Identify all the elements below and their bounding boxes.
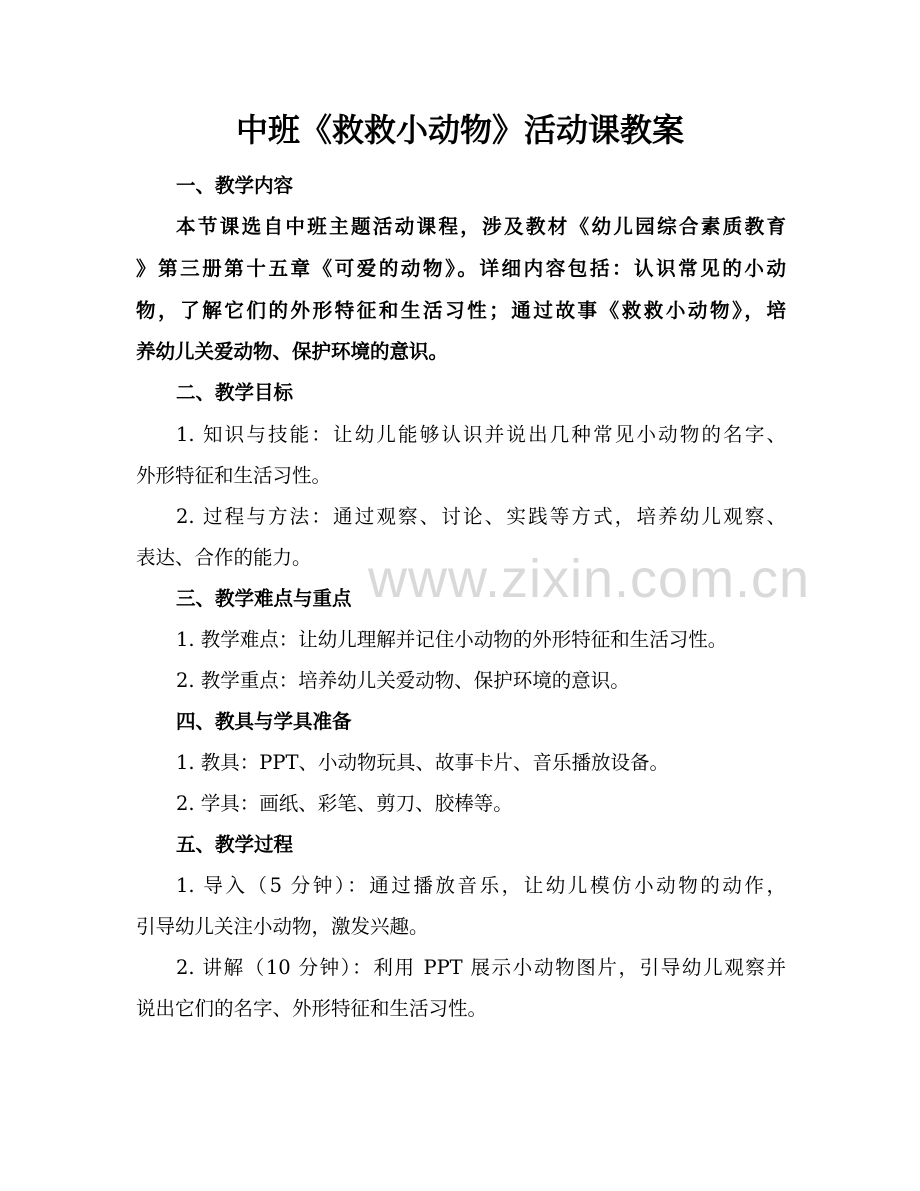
paragraph-line: 1. 教学难点：让幼儿理解并记住小动物的外形特征和生活习性。: [176, 628, 728, 651]
watermark: www.zixin.com.cn: [368, 549, 811, 609]
paragraph-line: 引导幼儿关注小动物，激发兴趣。: [136, 915, 429, 938]
paragraph-line: 说出它们的名字、外形特征和生活习性。: [136, 997, 488, 1020]
paragraph-line: 》第三册第十五章《可爱的动物》。详细内容包括：认识常见的小动: [136, 257, 786, 280]
paragraph-line: 2. 学具：画纸、彩笔、剪刀、胶棒等。: [176, 792, 513, 815]
section-heading-materials: 四、教具与学具准备: [176, 710, 352, 733]
paragraph-line: 物，了解它们的外形特征和生活习性；通过故事《救救小动物》，培: [136, 299, 786, 322]
paragraph-line: 2. 过程与方法：通过观察、讨论、实践等方式，培养幼儿观察、: [176, 505, 786, 528]
paragraph-line: 外形特征和生活习性。: [136, 464, 332, 487]
paragraph-line: 1. 知识与技能：让幼儿能够认识并说出几种常见小动物的名字、: [176, 423, 786, 446]
paragraph-line: 2. 教学重点：培养幼儿关爱动物、保护环境的意识。: [176, 669, 630, 692]
document-title: 中班《救救小动物》活动课教案: [235, 111, 684, 149]
section-heading-objectives: 二、教学目标: [176, 381, 294, 404]
section-heading-difficulties: 三、教学难点与重点: [176, 587, 352, 610]
paragraph-line: 养幼儿关爱动物、保护环境的意识。: [136, 340, 449, 363]
paragraph-line: 1. 导入（5 分钟）：通过播放音乐，让幼儿模仿小动物的动作，: [176, 874, 786, 897]
paragraph-line: 表达、合作的能力。: [136, 546, 312, 569]
paragraph-line: 本节课选自中班主题活动课程，涉及教材《幼儿园综合素质教育: [176, 215, 786, 238]
paragraph-line: 2. 讲解（10 分钟）：利用 PPT 展示小动物图片，引导幼儿观察并: [176, 956, 786, 979]
paragraph-line: 1. 教具：PPT、小动物玩具、故事卡片、音乐播放设备。: [176, 751, 670, 774]
section-heading-process: 五、教学过程: [176, 833, 294, 856]
section-heading-content: 一、教学内容: [176, 174, 294, 197]
